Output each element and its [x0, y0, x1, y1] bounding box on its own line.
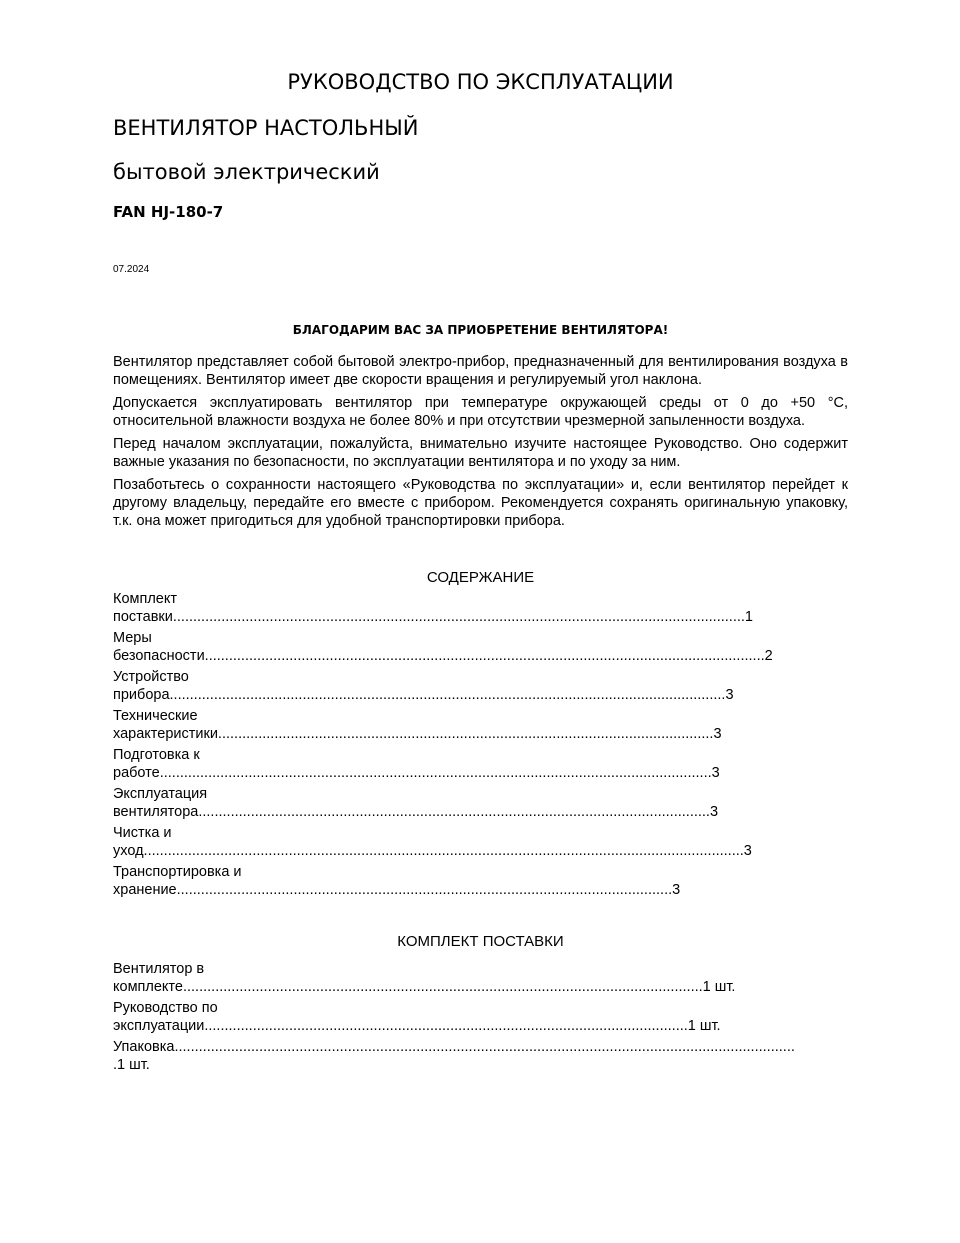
toc-entry-title: Меры [113, 630, 152, 646]
intro-section [113, 353, 848, 535]
toc-entry-page: вентилятора...............................................................................................................................3 [113, 803, 719, 820]
kit-item-name: Руководство по [113, 1000, 218, 1016]
document-title: РУКОВОДСТВО ПО ЭКСПЛУАТАЦИИ [287, 70, 674, 94]
toc-entry-page: прибора..........................................................................................................................................3 [113, 686, 734, 703]
kit-list [113, 961, 848, 1078]
intro-paragraph: Вентилятор представляет собой бытовой электро-прибор, предназначенный для вентилирования воздуха в помещениях. Вентилятор имеет две скорости вращения и регулируемый угол наклона. [113, 354, 848, 388]
toc-entry[interactable] [113, 591, 848, 626]
kit-item [113, 1039, 848, 1074]
toc-entry[interactable] [113, 708, 848, 743]
toc-entry[interactable] [113, 864, 848, 899]
toc-entry-title: Чистка и [113, 825, 172, 841]
toc-entry-page: уход.....................................................................................................................................................3 [113, 842, 752, 859]
toc-entry[interactable] [113, 825, 848, 860]
kit-heading: КОМПЛЕКТ ПОСТАВКИ [397, 933, 564, 950]
kit-item-qty: эксплуатации........................................................................................................................1 шт. [113, 1017, 721, 1034]
toc-entry-title: Технические [113, 708, 198, 724]
toc-entry-title: Подготовка к [113, 747, 200, 763]
intro-paragraph: Допускается эксплуатировать вентилятор при температуре окружающей среды от 0 до +50 °С, относительной влажности воздуха не более 80% и при отсутствии чрезмерной запыленности воздуха. [113, 395, 848, 429]
intro-paragraph: Перед началом эксплуатации, пожалуйста, внимательно изучите настоящее Руководство. Оно содержит важные указания по безопасности, по эксплуатации вентилятора и по уходу за ним. [113, 436, 848, 470]
intro-paragraph: Позаботьтесь о сохранности настоящего «Руководства по эксплуатации» и, если вентилятор перейдет к другому владельцу, передайте его вместе с прибором. Рекомендуется сохранять оригинальную упаковку, т.к. она может пригодиться для удобной транспортировки прибора. [113, 477, 848, 529]
toc-entry-page: безопасности...........................................................................................................................................2 [113, 647, 773, 664]
toc-entry-page: поставки..............................................................................................................................................1 [113, 608, 753, 625]
kit-item-name: Упаковка.......................................................................................................................................................... [113, 1039, 795, 1055]
toc-entry[interactable] [113, 630, 848, 665]
kit-item-name: Вентилятор в [113, 961, 205, 977]
toc-entry-title: Устройство [113, 669, 189, 685]
publication-date: 07.2024 [113, 264, 150, 275]
kit-item [113, 961, 848, 996]
toc-entry-title: Транспортировка и [113, 864, 242, 880]
product-name: ВЕНТИЛЯТОР НАСТОЛЬНЫЙ [113, 116, 419, 140]
kit-item-qty: .1 шт. [113, 1056, 150, 1073]
toc-entry[interactable] [113, 669, 848, 704]
model-number: FAN HJ-180-7 [113, 203, 224, 221]
toc-entry-page: работе.........................................................................................................................................3 [113, 764, 720, 781]
toc-entry-title: Комплект [113, 591, 178, 607]
table-of-contents [113, 591, 848, 903]
thanks-heading: БЛАГОДАРИМ ВАС ЗА ПРИОБРЕТЕНИЕ ВЕНТИЛЯТОРА! [292, 323, 669, 337]
kit-item [113, 1000, 848, 1035]
toc-entry-title: Эксплуатация [113, 786, 208, 802]
toc-entry-page: хранение...........................................................................................................................3 [113, 881, 681, 898]
product-subtitle: бытовой электрический [113, 160, 380, 184]
toc-entry-page: характеристики...........................................................................................................................3 [113, 725, 722, 742]
kit-item-qty: комплекте.................................................................................................................................1 шт. [113, 978, 736, 995]
toc-heading: СОДЕРЖАНИЕ [426, 569, 535, 586]
toc-entry[interactable] [113, 747, 848, 782]
toc-entry[interactable] [113, 786, 848, 821]
